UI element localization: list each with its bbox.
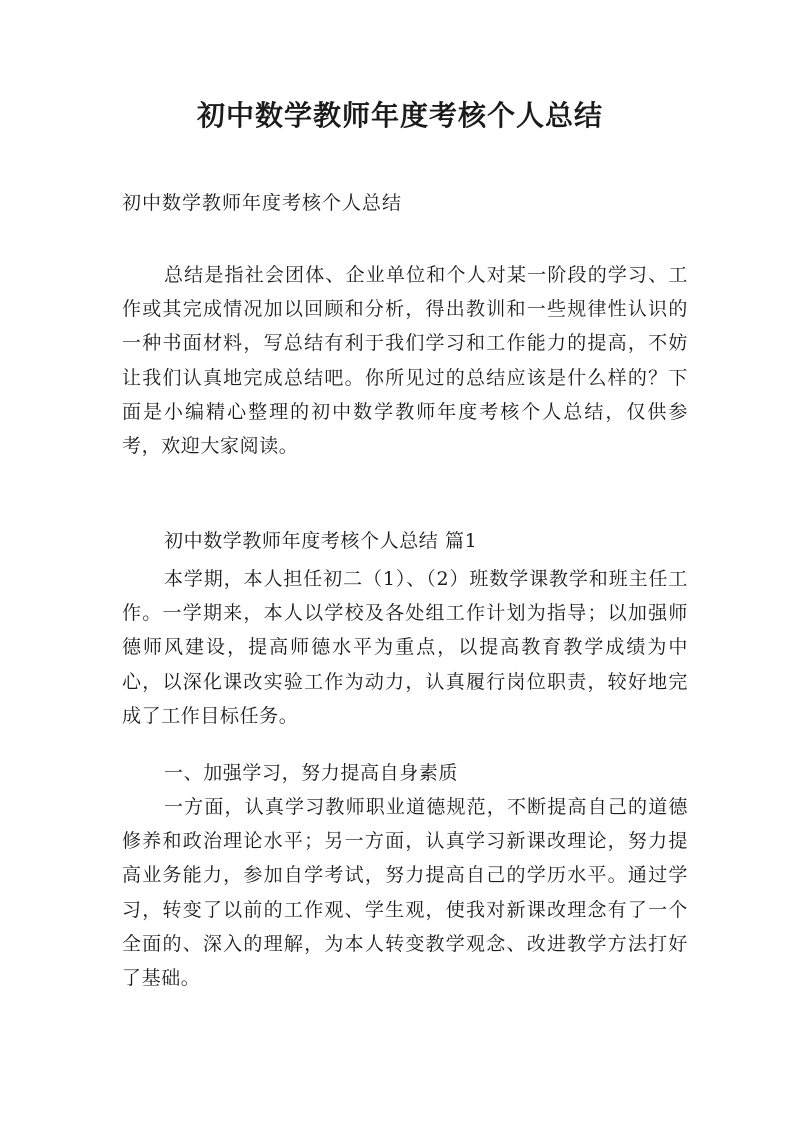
document-subtitle: 初中数学教师年度考核个人总结	[122, 192, 403, 214]
paragraph-1: 本学期，本人担任初二（1）、（2）班数学课教学和班主任工作。一学期来，本人以学校及各处组工作计划为指导；以加强师德师风建设，提高师德水平为重点，以提高教育教学成绩为中心，以深化课改实验工作为动力，认真履行岗位职责，较好地完成了工作目标任务。	[122, 568, 688, 727]
section-heading: 初中数学教师年度考核个人总结 篇1	[164, 530, 478, 552]
subheading-1: 一、加强学习，努力提高自身素质	[164, 762, 459, 784]
intro-paragraph: 总结是指社会团体、企业单位和个人对某一阶段的学习、工作或其完成情况加以回顾和分析，得出教训和一些规律性认识的一种书面材料，写总结有利于我们学习和工作能力的提高，不妨让我们认真地完成总结吧。你所见过的总结应该是什么样的？下面是小编精心整理的初中数学教师年度考核个人总结，仅供参考，欢迎大家阅读。	[122, 264, 688, 458]
document-title: 初中数学教师年度考核个人总结	[196, 99, 603, 132]
paragraph-2: 一方面，认真学习教师职业道德规范，不断提高自己的道德修养和政治理论水平；另一方面，认真学习新课改理论，努力提高业务能力，参加自学考试，努力提高自己的学历水平。通过学习，转变了以前的工作观、学生观，使我对新课改理念有了一个全面的、深入的理解，为本人转变教学观念、改进教学方法打好了基础。	[122, 796, 688, 990]
